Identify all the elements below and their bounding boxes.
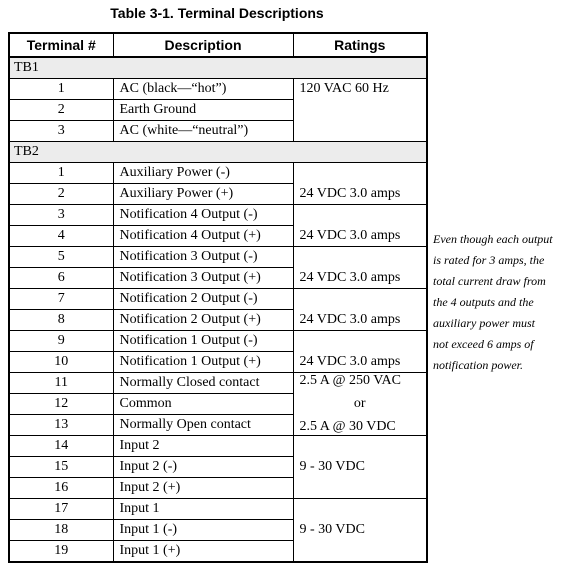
relay-rating-dc: 2.5 A @ 30 VDC: [299, 419, 396, 434]
group-label: TB1: [9, 57, 427, 79]
table-header-row: [9, 33, 427, 57]
terminal-description: Input 2 (+): [113, 478, 293, 499]
terminal-number: 2: [9, 184, 113, 205]
table-row: [9, 205, 427, 226]
side-note-line: total current draw from: [433, 274, 546, 288]
relay-rating: [293, 373, 427, 436]
header-ratings: Ratings: [293, 33, 427, 57]
terminal-number: 4: [9, 226, 113, 247]
header-terminal: Terminal #: [9, 33, 113, 57]
terminal-number: 6: [9, 268, 113, 289]
terminal-number: 3: [9, 205, 113, 226]
terminal-description: Auxiliary Power (+): [113, 184, 293, 205]
terminal-description: Notification 2 Output (-): [113, 289, 293, 310]
table-row: [9, 289, 427, 310]
terminal-number: 8: [9, 310, 113, 331]
side-note: [433, 229, 570, 376]
terminal-number: 17: [9, 499, 113, 520]
terminal-number: 16: [9, 478, 113, 499]
terminal-rating: 24 VDC 3.0 amps: [293, 163, 427, 205]
terminal-description: Input 2: [113, 436, 293, 457]
table-row: [9, 499, 427, 520]
table-row: [9, 436, 427, 457]
terminal-description: Notification 1 Output (-): [113, 331, 293, 352]
terminal-description: Normally Closed contact: [113, 373, 293, 394]
terminal-number: 2: [9, 100, 113, 121]
terminal-description: Notification 4 Output (-): [113, 205, 293, 226]
header-description: Description: [113, 33, 293, 57]
terminal-table: [8, 32, 428, 563]
terminal-description: Notification 3 Output (+): [113, 268, 293, 289]
table-row: [9, 163, 427, 184]
group-label: TB2: [9, 142, 427, 163]
terminal-description: Input 2 (-): [113, 457, 293, 478]
group-row-tb1: [9, 57, 427, 79]
terminal-number: 19: [9, 541, 113, 563]
terminal-description: Input 1: [113, 499, 293, 520]
terminal-number: 7: [9, 289, 113, 310]
terminal-rating: 24 VDC 3.0 amps: [293, 205, 427, 247]
terminal-number: 1: [9, 79, 113, 100]
terminal-description: Earth Ground: [113, 100, 293, 121]
terminal-description: Notification 4 Output (+): [113, 226, 293, 247]
terminal-number: 13: [9, 415, 113, 436]
terminal-number: 5: [9, 247, 113, 268]
terminal-description: Notification 1 Output (+): [113, 352, 293, 373]
relay-rating-ac: 2.5 A @ 250 VAC: [299, 373, 401, 388]
terminal-number: 9: [9, 331, 113, 352]
terminal-rating: 24 VDC 3.0 amps: [293, 247, 427, 289]
side-note-line: auxiliary power must: [433, 316, 535, 330]
table-row: [9, 331, 427, 352]
terminal-number: 15: [9, 457, 113, 478]
terminal-rating: 9 - 30 VDC: [293, 499, 427, 563]
terminal-number: 11: [9, 373, 113, 394]
terminal-description: AC (black—“hot”): [113, 79, 293, 100]
side-note-line: the 4 outputs and the: [433, 295, 534, 309]
terminal-number: 1: [9, 163, 113, 184]
terminal-description: Notification 2 Output (+): [113, 310, 293, 331]
terminal-rating: 24 VDC 3.0 amps: [293, 289, 427, 331]
terminal-rating: 9 - 30 VDC: [293, 436, 427, 499]
terminal-description: Input 1 (-): [113, 520, 293, 541]
side-note-line: not exceed 6 amps of: [433, 337, 534, 351]
table-row: [9, 247, 427, 268]
terminal-number: 18: [9, 520, 113, 541]
terminal-description: AC (white—“neutral”): [113, 121, 293, 142]
side-note-line: notification power.: [433, 358, 523, 372]
terminal-description: Notification 3 Output (-): [113, 247, 293, 268]
terminal-description: Normally Open contact: [113, 415, 293, 436]
table-caption: Table 3-1. Terminal Descriptions: [110, 5, 324, 21]
terminal-number: 10: [9, 352, 113, 373]
relay-rating-or: or: [353, 396, 366, 411]
terminal-number: 3: [9, 121, 113, 142]
table-row: [9, 373, 427, 394]
terminal-description: Input 1 (+): [113, 541, 293, 563]
terminal-number: 14: [9, 436, 113, 457]
terminal-rating: 24 VDC 3.0 amps: [293, 331, 427, 373]
terminal-number: 12: [9, 394, 113, 415]
side-note-line: is rated for 3 amps, the: [433, 253, 545, 267]
table-row: [9, 79, 427, 100]
terminal-rating: 120 VAC 60 Hz: [293, 79, 427, 142]
terminal-description: Common: [113, 394, 293, 415]
terminal-description: Auxiliary Power (-): [113, 163, 293, 184]
side-note-line: Even though each output: [433, 232, 553, 246]
group-row-tb2: [9, 142, 427, 163]
